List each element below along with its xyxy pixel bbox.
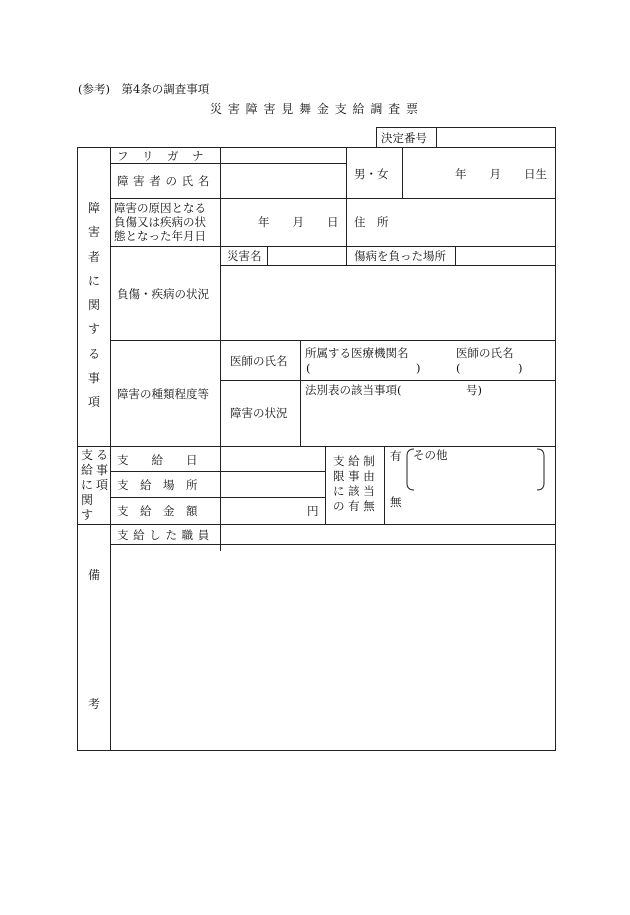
payment-date-label: 支 給 日 [117,453,198,467]
restrict-label-line-4: の 有 無 [333,499,375,513]
restrict-label-line-1: 支 給 制 [333,454,375,468]
restrict-label-line-2: 限 事 由 [333,469,375,483]
decision-number-label: 決定番号 [381,131,427,145]
injury-label: 負傷・疾病の状況 [117,287,209,301]
staff-label: 支 給 し た 職 員 [117,528,210,542]
staff-field[interactable] [224,528,552,542]
restrict-yes-option[interactable]: 有 [390,449,402,463]
doctor-paren-close: ) [518,361,523,375]
restrict-other-label: その他 [413,448,448,462]
condition-label: 障害の状況 [230,406,288,420]
section-payment-heading-right: る事項 [95,448,108,492]
birth-date[interactable]: 年 月 日生 [455,167,547,181]
doctor-name2-label: 医師の氏名 [456,346,514,360]
right-bracket [537,449,544,490]
cause-label-line-3: 態となった年月日 [114,229,206,243]
section-payment-heading-left: 支給に関す [80,448,93,522]
law-table-suffix: 号) [466,383,482,397]
law-table-label: 法別表の該当事項( [305,383,402,397]
address-label: 住 所 [354,215,389,229]
remarks-heading-2: 考 [88,697,101,711]
doctor-paren-open: ( [456,361,461,375]
remarks-heading-1: 備 [88,568,101,582]
doctor-name-label: 医師の氏名 [230,354,288,368]
gender-options[interactable]: 男・女 [354,167,389,181]
section-disabled-heading: 障害者に関する事項 [87,201,100,410]
injury-place-label: 傷病を負った場所 [354,249,446,263]
payment-amount-label: 支 給 金 額 [117,504,198,518]
name-label: 障 害 者 の 氏 名 [117,174,210,188]
institution-paren-open: ( [306,361,311,375]
remarks-field[interactable] [114,548,552,746]
degree-label: 障害の種類程度等 [117,387,209,401]
institution-label: 所属する医療機関名 [305,346,409,360]
form-title: 災 害 障 害 見 舞 金 支 給 調 査 票 [210,102,419,116]
cause-date[interactable]: 年 月 日 [258,215,339,229]
restrict-other-field[interactable] [426,466,536,484]
reference-note: (参考) 第4条の調査事項 [78,82,210,96]
cause-label-line-2: 負傷又は疾病の状 [114,215,206,229]
furigana-label: フ リ ガ ナ [117,149,205,163]
staff-row-line [110,544,556,545]
payment-place-label: 支 給 場 所 [117,478,198,492]
yen-unit: 円 [307,504,319,518]
restrict-no-option[interactable]: 無 [390,495,402,509]
restrict-label-line-3: に 該 当 [333,484,375,498]
disaster-name-label: 災害名 [227,249,262,263]
left-bracket [407,449,414,490]
cause-label-line-1: 障害の原因となる [114,201,206,215]
institution-paren-close: ) [416,361,421,375]
